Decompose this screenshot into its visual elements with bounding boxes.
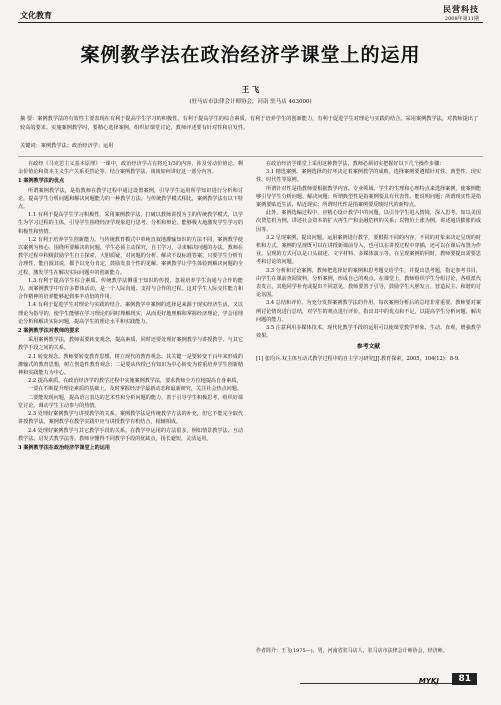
paragraph: 3.3 分析和讨论案例。教师把选择好的案例和思考题交给学生，并提出思考题，指定参考书目，由学生在课前查阅资料，分析案例，形成自己的观点。在课堂上，教师组织学生分组讨论，各组派代表发言，其他同学补充或提出不同意见。教师要善于引导，鼓励学生大胆发言，营造民主、和谐的讨论氛围。 [256,267,481,299]
paragraph: 3.4 总结和评价。为充分发挥案例教学法的作用，每次案例分析后的总结非常重要。教师要对案例讨论情况进行总结，对学生的观点进行评价，指出其中的优点和不足，以提高学生分析问题、解决问题的能力。 [256,300,481,323]
issue-label: 2008年第11期 [444,16,479,22]
paragraph: 1.1 有利于提高学生学习积极性。采用案例教学法，打破以教师讲授为主的传统教学模式，以学生为学习过程的主体，引导学生围绕经济学现象进行思考、分析和辩论，能够极大地激发学生学习的积极性和热情。 [18,212,243,235]
header-rule [18,22,483,23]
paragraph: 2.4 处理好案例教学与其它教学手段的关系。在教学中运用的方法很多，例如情景教学法、互动教学法、启发式教学法等。教师应懂得不同教学手段的优缺点，扬长避短，灵活运用。 [18,427,243,442]
paragraph: 2.3 处理好案例教学与讲授教学的关系。案例教学法是传统教学方法的补充，但它不能完全取代讲授教学法。案例教学在教学实践中应与讲授教学有机结合，相辅相成。 [18,411,243,426]
left-column [18,160,243,680]
keywords: 关键词：案例教学法；政治经济学；运用 [20,143,114,149]
paragraph: 2.1 转变观念。教师要转变教育思想，树立现代的教育观念。其关键一是要转变千百年来形成的灌输式的教育思想，树立创造性教育观念；二是要从传授已有知识为中心转变为着重培养学生创新精神和实践能力为中心。 [18,353,243,377]
publication-name: 民营科技 [443,4,479,14]
section-heading: 2 案例教学法对教师的要求 [18,328,80,335]
paragraph: 所谓针对性是指教师要根据教学内容、专业领域、学生的生理和心理特点来选择案例，使案例能够引导学生分析问题、解决问题；所谓典型性是指案例要具有代表性、能说明问题；所谓现实性是指案例要贴近生活、贴近现实；所谓时代性是指案例要反映时代的新特点。 [256,185,481,209]
paragraph: 在政治经济学课堂上采用这种教学法，教师必须切实把握好以下几个操作步骤： [266,161,445,167]
section-heading: 3 案例教学法在政治经济学课堂上的运用 [18,444,110,451]
section-heading: 1 案例教学法的优点 [18,178,65,185]
paragraph: 二要能发现问题，提高语言表达的艺术性和分析问题的能力，善于引导学生积极思考，组织好课堂讨论，调动学生主动参与的热情。 [18,394,243,409]
paragraph: 一要在不断提升理论素质的基础上，及时掌握经济学最新动态和最新研究，关注社会热点问题。 [28,386,242,393]
footer-mark: MYKJ [418,677,439,685]
author-note: 作者简介：王飞(1975—)，男，河南省驻马店人，驻马店市法律会计师协会，经济师。 [256,648,448,654]
paragraph: 此外，案例选编过程中，应精心设计教学中的问题，以引导学生进入情境，深入思考。如以美国次贷危机为例，讲述社会资本的扩大再生产和金融危机的关系；以物价上涨为例，讲述通货膨胀的成因等。 [256,210,481,233]
paragraph: 3.1 精选案例。案例选择的好坏决定着案例教学的成败。选择案例要遵循针对性、典型性、现实性、时代性等原则。 [256,169,481,184]
paragraph: 在政经《马克思主义基本原理》一课中，政治经济学占有将近1/3的内容，涉及劳动价值论、剩余价值论和资本主义生产关系更替论等。结合案例教学法，谈谈如何讲好这一部分内容。 [18,161,243,176]
page-number: 81 [452,673,477,685]
abstract: 摘 要：案例教学法的有效性主要表现在有利于提高学生学习的积极性，有利于提高学生的综合素质，有利于培养学生的创新能力，有利于促进学生对理论与实践的结合。采用案例教学法，对教师提出了较高的要求。实施案例教学时，要精心选择案例，组织好课堂讨论，教师评述要有针对性和启发性。 [20,116,479,131]
paragraph: 1.2 有利于培养学生创新能力。与传统教育模式中单纯直叙地灌输知识的方法不同，案例教学使以案例为核心，围绕所要解决的问题，学生必须主动探究，自主学习，寻求解决问题的办法。教师在教学过程中积极鼓励学生自主探索，大胆质疑，对问题的分析、解决不设标准答案。只要学生分析有合理性、能自圆其说，都予以充分肯定，鼓励发表个性的见解。案例教学让学生体验到解决问题的全过程，激发学生在解决实际问题中的创新能力。 [18,236,243,276]
right-column [256,160,481,680]
paragraph: 2.2 提高素质。在政治经济学的教学过程中实施案例教学法，要求教师全方位地提高自身素质。 [28,378,242,385]
article-author: 王 飞 [241,85,260,94]
reference-entry: [1] 张均兵.双主体互动式教学过程中的自主学习研究[J].教育探索，2005，104(12)：8-9. [256,355,460,362]
paragraph: 3.5 注意利用多媒体技术。现代化教学手段的运用可以使课堂教学形象、生动、直观，增强教学效果。 [256,325,481,340]
author-affiliation: (驻马店市法律会计师协会，河南 驻马店 463000) [189,99,312,105]
journal-section: 文化教育 [20,10,52,20]
references-heading: 参考文献 [356,344,381,351]
paragraph: 1.4 有利于促进学生对理论与实践的结合。案例教学中案例的选择是来源于现实经济生活，又以理论为指导的，使学生能够在学习理论的同时理解现实，从而更好地理解和掌握经济理论，学会用理论分析和解决实际问题，提高学生的理论水平和实践能力。 [18,302,243,325]
paragraph: 采用案例教学法，教师需要转变观念，提高素质，同时还要处理好案例教学与讲授教学、与其它教学手段之间的关系。 [18,337,243,352]
footer-rule [300,683,471,684]
paragraph: 1.3 有利于提高学生综合素质。传统教学法侧重于知识的传授，忽视培养学生沟通与合作的能力。而案例教学中有许多群体活动，是一个人际沟通、支持与合作的过程。这对学生人际交往能力和合作精神的培养能够起到事半功倍的作用。 [18,277,243,301]
article-title: 案例教学法在政治经济学课堂上的运用 [80,44,421,66]
journal-masthead [443,4,479,22]
abstract-separator [18,156,483,157]
paragraph: 所谓案例教学法，是指教师在教学过程中通过设置案例，引导学生运用所学知识进行分析和讨论，提高学生分析问题和解决问题能力的一种教学方法。与传统教学模式相比，案例教学法有以下特点。 [18,187,243,211]
paragraph: 3.2 呈现案例，提出问题。运用案例进行教学，要根据不同的内容，不同的对象来决定呈现的时机和方式。案例的呈现既可以在讲授新课前导入，也可以在讲授过程中穿插，还可以在课后布置为作业。呈现的方式可以是口头叙述、文字材料、多媒体演示等。在呈现案例的同时，教师要提出需要思考和讨论的问题。 [256,234,481,266]
